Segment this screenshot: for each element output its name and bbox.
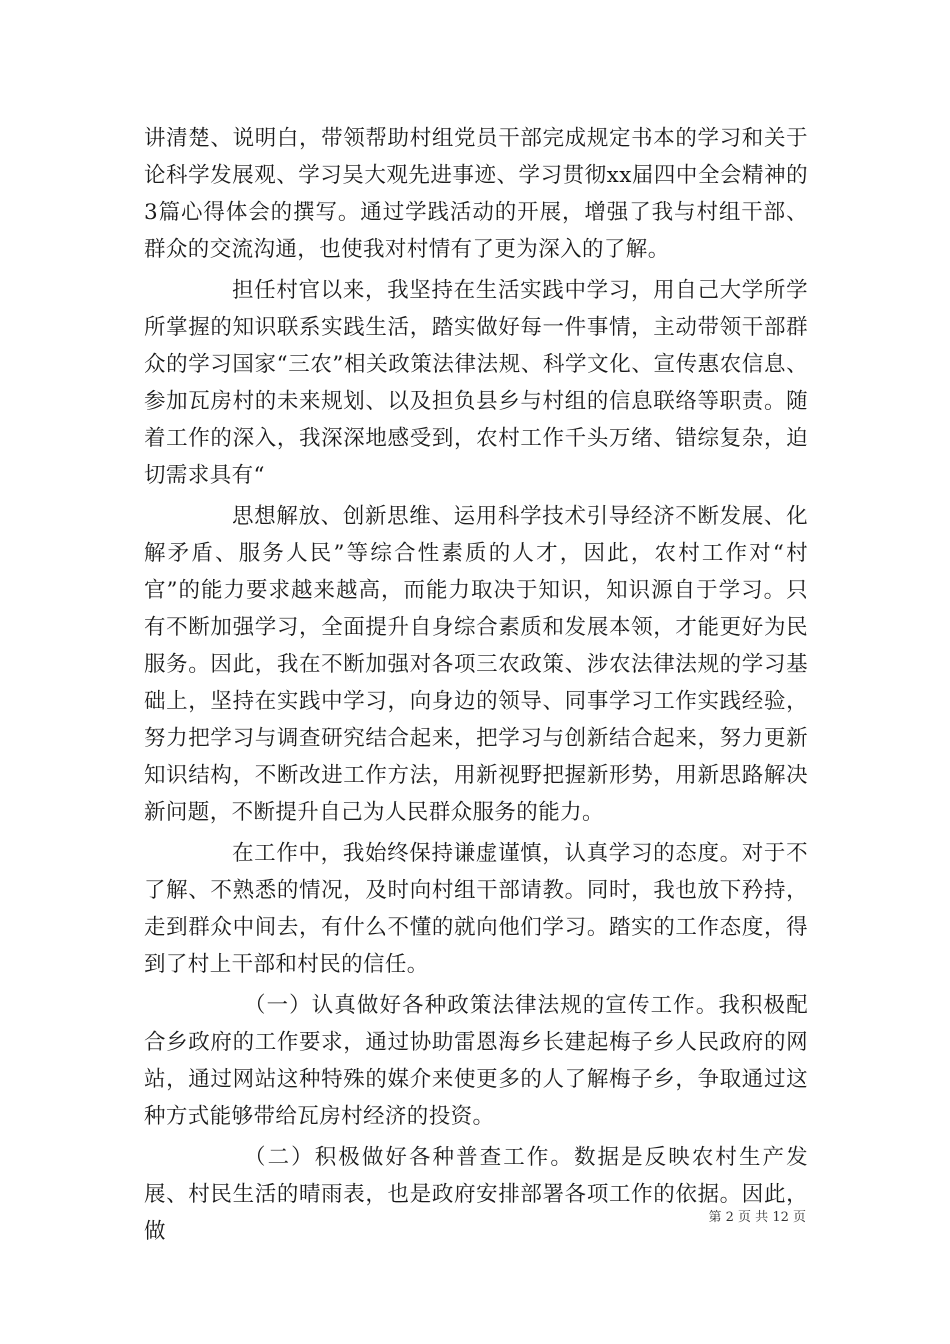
paragraph-1: 讲清楚、说明白，带领帮助村组党员干部完成规定书本的学习和关于论科学发展观、学习吴大观先进事迹、学习贯彻xx届四中全会精神的3篇心得体会的撰写。通过学践活动的开展，增强了我与村组干部、群众的交流沟通，也使我对村情有了更为深入的了解。 <box>144 126 808 262</box>
page-number-footer: 第 2 页 共 12 页 <box>708 1210 806 1225</box>
paragraph-3: 思想解放、创新思维、运用科学技术引导经济不断发展、化解矛盾、服务人民”等综合性素质的人才，因此，农村工作对“村官”的能力要求越来越高，而能力取决于知识，知识源自于学习。只有不断加强学习，全面提升自身综合素质和发展本领，才能更好为民服务。因此，我在不断加强对各项三农政策、涉农法律法规的学习基础上，坚持在实践中学习，向身边的领导、同事学习工作实践经验，努力把学习与调查研究结合起来，把学习与创新结合起来，努力更新知识结构，不断改进工作方法，用新视野把握新形势，用新思路解决新问题，不断提升自己为人民群众服务的能力。 <box>144 504 808 825</box>
paragraph-5: （一）认真做好各种政策法律法规的宣传工作。我积极配合乡政府的工作要求，通过协助雷恩海乡长建起梅子乡人民政府的网站，通过网站这种特殊的媒介来使更多的人了解梅子乡，争取通过这种方式能够带给瓦房村经济的投资。 <box>144 993 808 1129</box>
paragraph-2: 担任村官以来，我坚持在生活实践中学习，用自己大学所学所掌握的知识联系实践生活，踏实做好每一件事情，主动带领干部群众的学习国家“三农”相关政策法律法规、科学文化、宣传惠农信息、参加瓦房村的未来规划、以及担负县乡与村组的信息联络等职责。随着工作的深入，我深深地感受到，农村工作千头万绪、错综复杂，迫切需求具有“ <box>144 278 808 488</box>
document-body <box>144 120 808 1254</box>
paragraph-4: 在工作中，我始终保持谦虚谨慎，认真学习的态度。对于不了解、不熟悉的情况，及时向村组干部请教。同时，我也放下矜持，走到群众中间去，有什么不懂的就向他们学习。踏实的工作态度，得到了村上干部和村民的信任。 <box>144 841 808 977</box>
paragraph-6: （二）积极做好各种普查工作。数据是反映农村生产发展、村民生活的晴雨表，也是政府安排部署各项工作的依据。因此，做 <box>144 1145 808 1244</box>
